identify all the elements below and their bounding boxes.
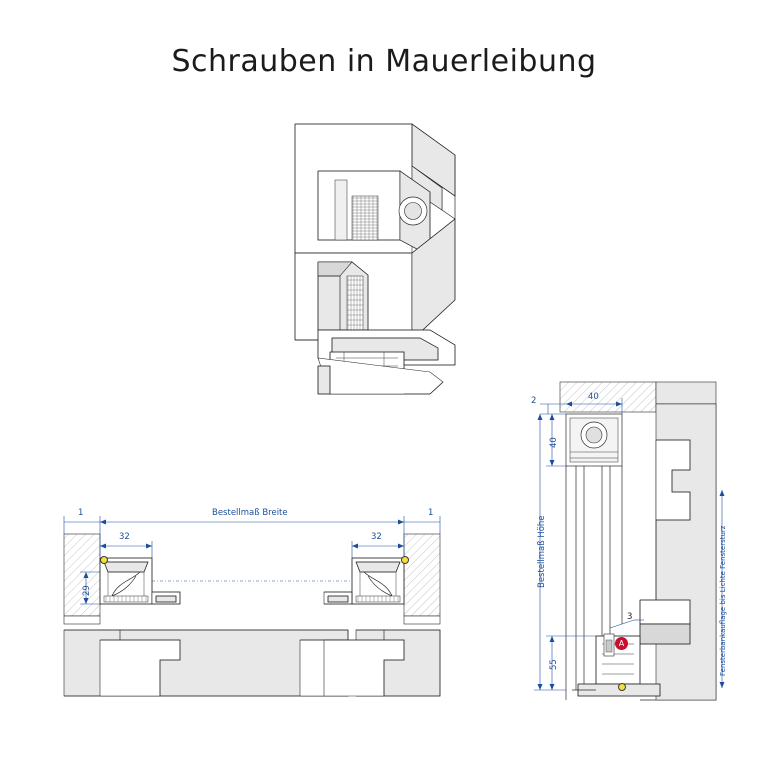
dim-left-depth: 32 — [119, 532, 130, 542]
dim-bottom-height: 55 — [549, 659, 559, 670]
dim-top-gap: 2 — [531, 396, 537, 406]
screw-marker-bottom — [618, 683, 626, 691]
detail-marker-a: A — [615, 637, 628, 650]
dim-right-gap: 1 — [428, 508, 434, 518]
dim-box-width: 40 — [588, 392, 599, 402]
dim-order-height: Bestellmaß Höhe — [537, 515, 547, 588]
dim-box-height: 40 — [549, 437, 559, 448]
dim-order-width: Bestellmaß Breite — [212, 508, 288, 518]
dim-left-height: 29 — [82, 585, 92, 596]
page-title: Schrauben in Mauerleibung — [171, 44, 597, 79]
dim-left-gap: 1 — [78, 508, 84, 518]
note-fensterbankauflage: Fensterbankauflage bis Lichte Fenstersturz — [719, 525, 727, 676]
dim-right-depth: 32 — [371, 532, 382, 542]
dim-rail-offset: 3 — [627, 612, 633, 622]
